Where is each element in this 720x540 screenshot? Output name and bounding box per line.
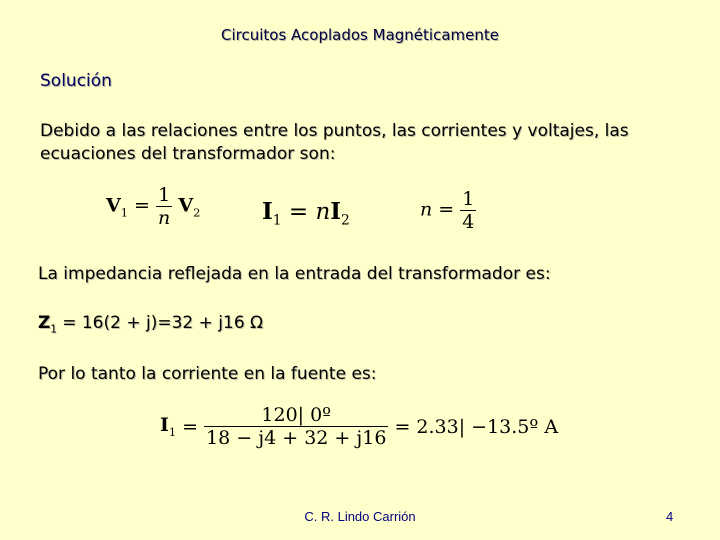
eq1-lhs: V: [106, 194, 121, 217]
eq1-numerator: 1: [158, 184, 171, 206]
current-text: Por lo tanto la corriente en la fuente es:: [38, 364, 377, 384]
impedance-equation: [38, 313, 263, 335]
impedance-text: La impedancia reflejada en la entrada del transformador es:: [38, 264, 551, 284]
eq1-denominator: n: [158, 207, 171, 229]
eq4-lhs: I: [160, 414, 169, 437]
eq3-numerator: 1: [462, 188, 475, 210]
eq3-fraction: [460, 188, 476, 233]
eq1-rhs: V: [178, 194, 194, 217]
equation-ratio: [420, 188, 476, 233]
equation-current: [262, 198, 350, 229]
eq4-numerator: 120| 0º: [261, 404, 332, 426]
eq3-denominator: 4: [462, 211, 475, 233]
eq1-lhs-sub: 1: [120, 205, 128, 220]
eq2-rhs-sub: 2: [341, 212, 350, 229]
eq3-lhs: n =: [420, 198, 455, 221]
footer-author: C. R. Lindo Carrión: [304, 509, 416, 524]
eq4-fraction: [204, 404, 388, 449]
eq4-result: = 2.33| −13.5º A: [394, 415, 559, 438]
eq4-equals: =: [182, 415, 199, 438]
eq4-denominator: 18 − j4 + 32 + j16: [206, 427, 387, 449]
slide-header: Circuitos Acoplados Magnéticamente: [221, 26, 499, 44]
eq1-fraction: [156, 184, 172, 229]
impedance-sub: 1: [50, 324, 57, 336]
solution-heading: Solución: [40, 71, 112, 91]
eq2-lhs: I: [262, 198, 273, 225]
eq1-rhs-sub: 2: [193, 205, 201, 220]
intro-paragraph: Debido a las relaciones entre los puntos, las corrientes y voltajes, las ecuaciones del transformador son:: [40, 121, 629, 164]
equation-voltage: [106, 184, 200, 229]
eq2-equals: = n: [288, 199, 331, 225]
eq2-rhs: I: [330, 198, 342, 225]
eq2-lhs-sub: 1: [272, 212, 282, 229]
eq1-equals: =: [134, 194, 150, 217]
equation-source-current: [160, 404, 558, 449]
impedance-value: = 16(2 + j)=32 + j16 Ω: [56, 313, 264, 333]
page-number: 4: [666, 509, 674, 524]
eq4-lhs-sub: 1: [168, 424, 177, 439]
impedance-symbol: Z: [38, 313, 51, 333]
